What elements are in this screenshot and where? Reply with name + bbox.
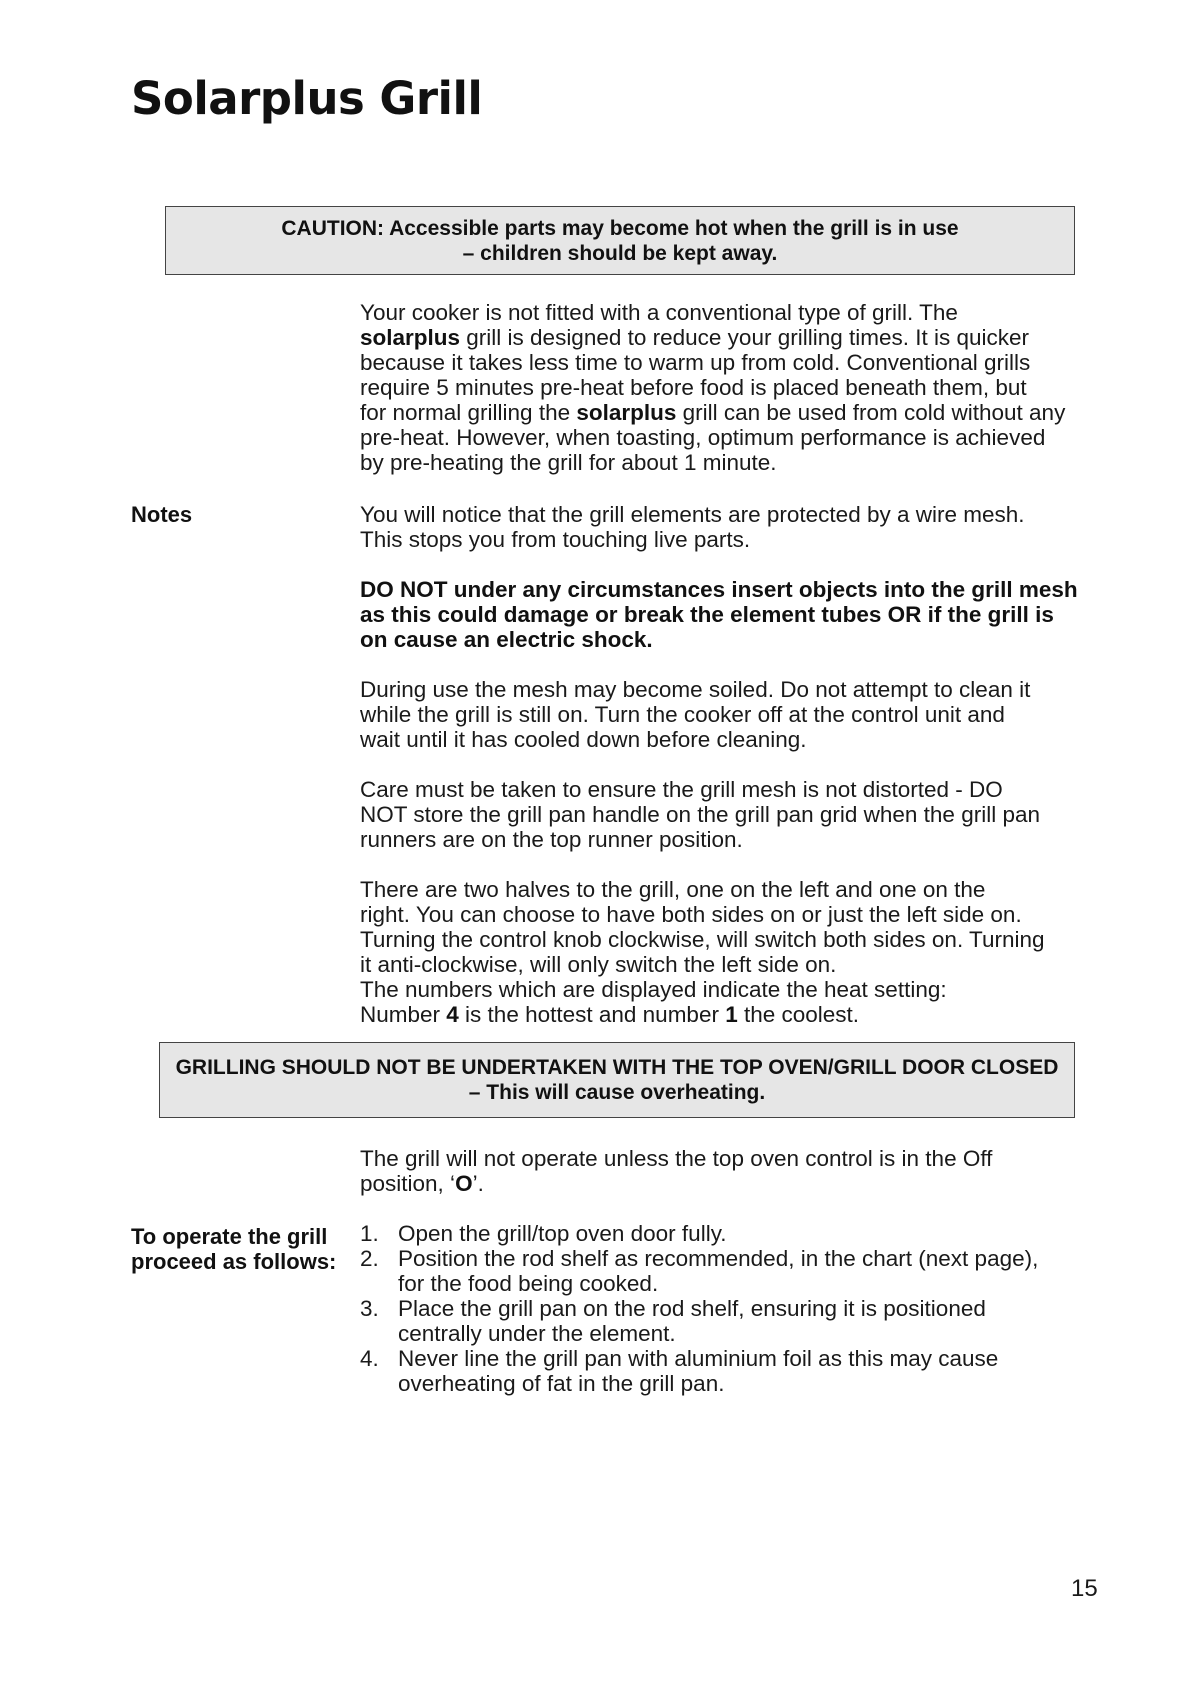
notes-line: it anti-clockwise, will only switch the left side on.: [360, 952, 837, 977]
caution-line-1: CAUTION: Accessible parts may become hot when the grill is in use: [281, 216, 959, 240]
intro-line: require 5 minutes pre-heat before food is placed beneath them, but: [360, 375, 1027, 400]
notes-line: Turning the control knob clockwise, will switch both sides on. Turning: [360, 927, 1045, 952]
notes-line: runners are on the top runner position.: [360, 827, 743, 852]
intro-line: [360, 400, 1105, 425]
notes-line: right. You can choose to have both sides on or just the left side on.: [360, 902, 1022, 927]
notes-line-heat-settings: [360, 1002, 1105, 1027]
notes-line: wait until it has cooled down before cleaning.: [360, 727, 807, 752]
step-text: Position the rod shelf as recommended, in the chart (next page),: [398, 1246, 1039, 1271]
step-text: for the food being cooked.: [398, 1271, 659, 1296]
notes-line: while the grill is still on. Turn the cooker off at the control unit and: [360, 702, 1005, 727]
intro-text: grill is designed to reduce your grilling times. It is quicker: [460, 325, 1030, 350]
intro-line: pre-heat. However, when toasting, optimum performance is achieved: [360, 425, 1046, 450]
notes-paragraph-cleaning: [360, 677, 1105, 752]
heat-text: Number: [360, 1002, 447, 1027]
step-number: 4.: [360, 1346, 379, 1371]
intro-text: for normal grilling the: [360, 400, 577, 425]
operate-note-text: position, ‘: [360, 1171, 456, 1196]
notes-line: There are two halves to the grill, one on the left and one on the: [360, 877, 986, 902]
operate-note-line: The grill will not operate unless the top oven control is in the Off: [360, 1146, 993, 1171]
step-text: centrally under the element.: [398, 1321, 676, 1346]
warning-line: DO NOT under any circumstances insert objects into the grill mesh: [360, 577, 1078, 602]
caution-box-door-closed: [159, 1042, 1075, 1118]
notes-line: During use the mesh may become soiled. Do not attempt to clean it: [360, 677, 1031, 702]
intro-line: [360, 325, 1105, 350]
step-text: overheating of fat in the grill pan.: [398, 1371, 725, 1396]
warning-line: as this could damage or break the element tubes OR if the grill is: [360, 602, 1054, 627]
operate-label-line: proceed as follows:: [131, 1249, 337, 1274]
notes-label-text: Notes: [131, 502, 193, 527]
caution-box-hot-parts: [165, 206, 1075, 275]
warning-line: on cause an electric shock.: [360, 627, 653, 652]
notes-paragraph-mesh: [360, 502, 1105, 552]
page-number: 15: [1071, 1575, 1098, 1602]
notes-line: You will notice that the grill elements are protected by a wire mesh.: [360, 502, 1025, 527]
page-title: Solarplus Grill: [131, 72, 483, 125]
intro-text: grill can be used from cold without any: [676, 400, 1066, 425]
operate-note-line: [360, 1171, 1105, 1196]
step-number: 1.: [360, 1221, 379, 1246]
operate-label-line: To operate the grill: [131, 1224, 328, 1249]
operate-note: [360, 1146, 1105, 1196]
step-item: [360, 1246, 1105, 1296]
intro-line: Your cooker is not fitted with a conventional type of grill. The: [360, 300, 958, 325]
brand-name: solarplus: [576, 400, 677, 425]
step-number: 2.: [360, 1246, 379, 1271]
heat-text: the coolest.: [737, 1002, 860, 1027]
caution-line-2: – This will cause overheating.: [468, 1081, 766, 1104]
operate-note-text: ’.: [472, 1171, 484, 1196]
notes-line: The numbers which are displayed indicate the heat setting:: [360, 977, 947, 1002]
off-symbol: O: [455, 1171, 473, 1196]
step-text: Never line the grill pan with aluminium foil as this may cause: [398, 1346, 999, 1371]
step-text: Place the grill pan on the rod shelf, ensuring it is positioned: [398, 1296, 986, 1321]
brand-name: solarplus: [360, 325, 461, 350]
heat-coolest-value: 1: [725, 1002, 738, 1027]
step-item: [360, 1296, 1105, 1346]
notes-line: NOT store the grill pan handle on the grill pan grid when the grill pan: [360, 802, 1040, 827]
notes-paragraph-halves: [360, 877, 1105, 1027]
intro-line: by pre-heating the grill for about 1 minute.: [360, 450, 777, 475]
caution-line-1: GRILLING SHOULD NOT BE UNDERTAKEN WITH THE TOP OVEN/GRILL DOOR CLOSED: [175, 1056, 1059, 1079]
operating-steps-list: [360, 1221, 1105, 1396]
step-number: 3.: [360, 1296, 379, 1321]
notes-warning: [360, 577, 1105, 652]
intro-line: because it takes less time to warm up from cold. Conventional grills: [360, 350, 1031, 375]
heat-hottest-value: 4: [446, 1002, 459, 1027]
step-text: Open the grill/top oven door fully.: [398, 1221, 727, 1246]
notes-line: This stops you from touching live parts.: [360, 527, 751, 552]
heat-text: is the hottest and number: [458, 1002, 726, 1027]
step-item: [360, 1346, 1105, 1396]
step-item: [360, 1221, 1105, 1246]
notes-label: [131, 502, 192, 527]
notes-line: Care must be taken to ensure the grill mesh is not distorted - DO: [360, 777, 1003, 802]
caution-line-2: – children should be kept away.: [462, 241, 778, 265]
intro-paragraph: [360, 300, 1105, 475]
notes-paragraph-care: [360, 777, 1105, 852]
operate-label: [131, 1224, 336, 1274]
